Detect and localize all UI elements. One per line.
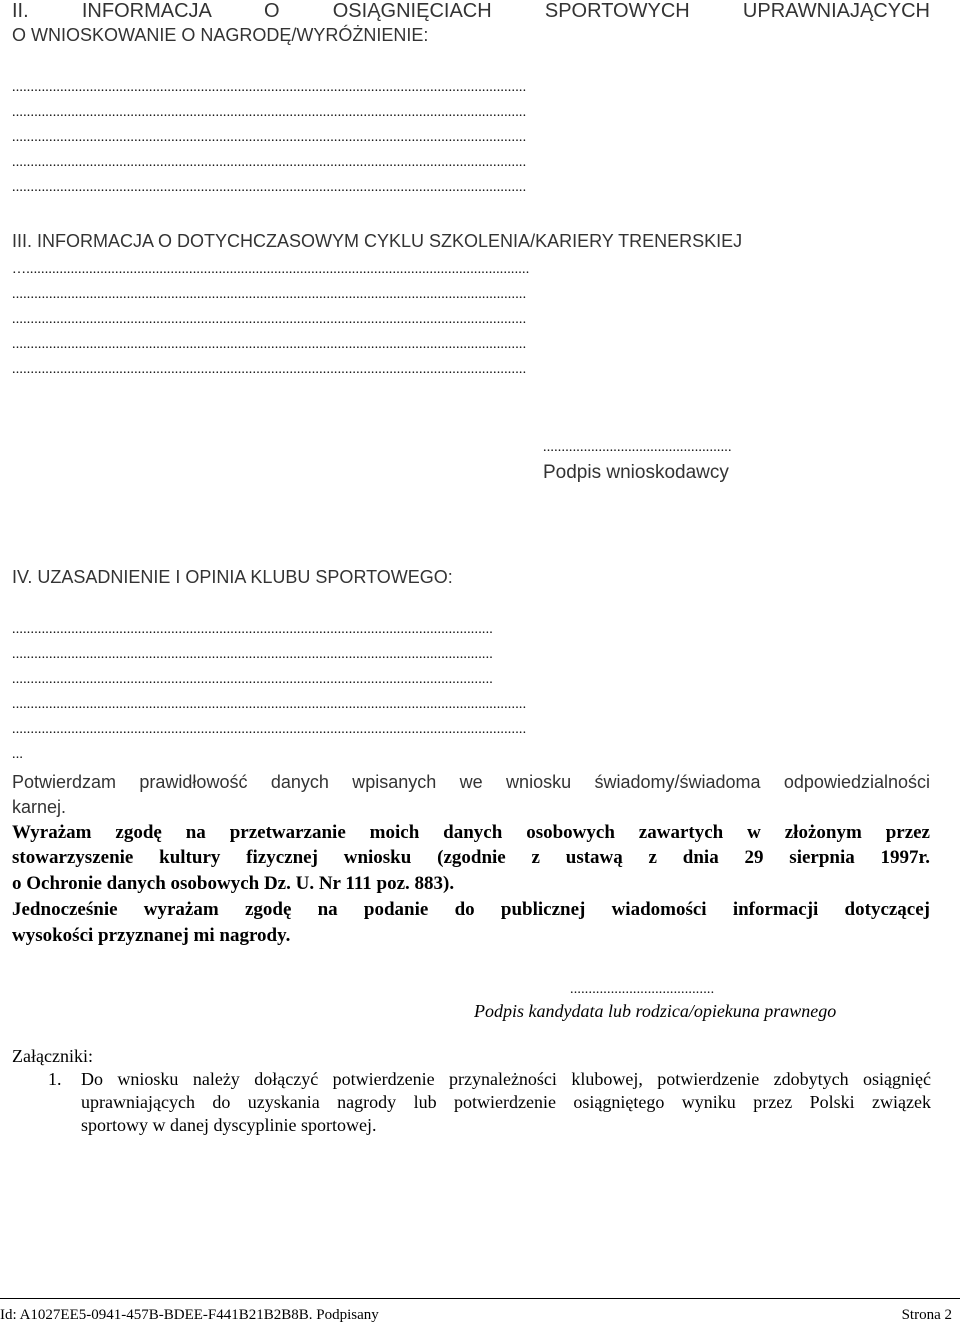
heading-word: O [263,0,280,22]
dotted-fill-line: .................................................................................................................................. [12,647,493,662]
section-3-heading: III. INFORMACJA O DOTYCHCZASOWYM CYKLU SZKOLENIA/KARIERY TRENERSKIEJ [12,231,743,251]
attachment-text-line-1: Do wniosku należy dołączyć potwierdzenie przynależności klubowej, potwierdzenie zdobytych osiągnięć [81,1069,931,1089]
confirmation-statement-end: karnej. [12,797,67,817]
heading-word: UPRAWNIAJĄCYCH [742,0,930,22]
dotted-fill-line: ........................................................................................................................................... [12,155,527,170]
section-2-heading [12,0,930,22]
dotted-fill-line: ........................................................................................................................................... [12,362,527,377]
heading-word: II. [12,0,29,22]
dotted-fill-line: .................................................................................................................................. [12,672,493,687]
dotted-fill-line: …........................................................................................................................................ [12,262,530,277]
signature-label-candidate: Podpis kandydata lub rodzica/opiekuna prawnego [474,1001,837,1021]
signature-label-applicant: Podpis wnioskodawcy [543,462,729,483]
confirmation-statement: Potwierdzam prawidłowość danych wpisanych we wniosku świadomy/świadoma odpowiedzialności [12,772,930,792]
signature-dotted-line: ................................................... [543,440,732,455]
dotted-fill-line: ........................................................................................................................................... [12,337,527,352]
section-4-heading: IV. UZASADNIENIE I OPINIA KLUBU SPORTOWEGO: [12,567,453,587]
dotted-fill-line: ........................................................................................................................................... [12,105,527,120]
dotted-fill-line: ........................................................................................................................................... [12,80,527,95]
attachment-text-line-3: sportowy w danej dyscyplinie sportowej. [81,1115,377,1135]
dotted-fill-line: ... [12,747,24,762]
consent-statement-line-4: Jednocześnie wyrażam zgodę na podanie do publicznej wiadomości informacji dotyczącej [12,899,930,920]
attachment-number: 1. [48,1069,62,1089]
dotted-fill-line: ........................................................................................................................................... [12,180,527,195]
dotted-fill-line: ........................................................................................................................................... [12,312,527,327]
section-2-heading-line-2: O WNIOSKOWANIE O NAGRODĘ/WYRÓŻNIENIE: [12,25,429,45]
dotted-fill-line: ........................................................................................................................................... [12,722,527,737]
signature-dotted-line: ....................................... [570,982,715,997]
heading-word: OSIĄGNIĘCIACH [332,0,492,22]
consent-statement-line-5: wysokości przyznanej mi nagrody. [12,925,291,946]
dotted-fill-line: ........................................................................................................................................... [12,697,527,712]
consent-statement-line-1: Wyrażam zgodę na przetwarzanie moich danych osobowych zawartych w złożonym przez [12,822,930,843]
dotted-fill-line: ........................................................................................................................................... [12,287,527,302]
heading-word: SPORTOWYCH [544,0,690,22]
consent-statement-line-3: o Ochronie danych osobowych Dz. U. Nr 111 poz. 883). [12,873,455,894]
document-id: Id: A1027EE5-0941-457B-BDEE-F441B21B2B8B. Podpisany [0,1307,379,1323]
attachment-text-line-2: uprawniających do uzyskania nagrody lub potwierdzenie osiągniętego wyniku przez Polski związek [81,1092,931,1112]
footer-divider [0,1298,960,1299]
page-number: Strona 2 [901,1307,952,1323]
dotted-fill-line: ........................................................................................................................................... [12,130,527,145]
consent-statement-line-2: stowarzyszenie kultury fizycznej wniosku (zgodnie z ustawą z dnia 29 sierpnia 1997r. [12,847,930,868]
heading-word: INFORMACJA [81,0,211,22]
dotted-fill-line: .................................................................................................................................. [12,622,493,637]
attachments-heading: Załączniki: [12,1046,93,1066]
